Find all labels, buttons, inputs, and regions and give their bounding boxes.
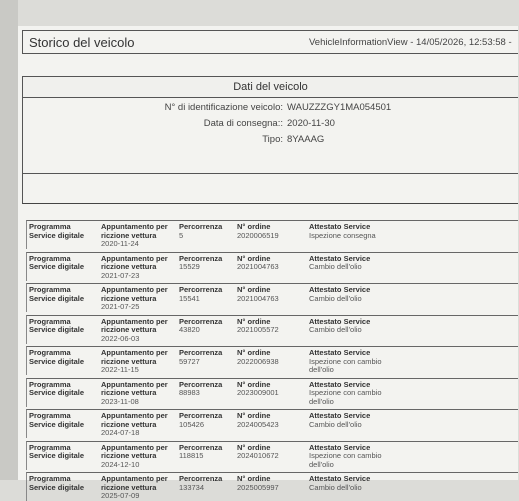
programma-label: Programma Service digitale xyxy=(29,222,85,240)
ordine-label: N° ordine xyxy=(237,253,271,263)
ordine-label: N° ordine xyxy=(237,442,271,452)
percorrenza-label: Percorrenza xyxy=(179,222,223,231)
service-record-row xyxy=(26,283,518,312)
appuntamento-cell xyxy=(101,444,177,470)
appuntamento-cell xyxy=(101,318,177,344)
attestato-value: Ispezione con cambio dell'olio xyxy=(309,388,382,406)
vin-value: WAUZZZGY1MA054501 xyxy=(287,102,392,113)
programma-cell xyxy=(29,286,99,303)
attestato-value: Cambio dell'olio xyxy=(309,325,362,334)
appuntamento-cell xyxy=(101,381,177,407)
percorrenza-value: 5 xyxy=(179,230,184,240)
attestato-cell xyxy=(309,223,399,240)
attestato-value: Cambio dell'olio xyxy=(309,482,362,492)
programma-cell xyxy=(29,318,99,335)
ordine-label: N° ordine xyxy=(237,474,271,483)
percorrenza-label: Percorrenza xyxy=(179,253,223,263)
attestato-value: Cambio dell'olio xyxy=(309,262,362,271)
percorrenza-value: 88983 xyxy=(179,388,200,397)
ordine-value: 2024010672 xyxy=(237,451,279,460)
percorrenza-value: 15529 xyxy=(179,262,200,271)
ordine-value: 2023009001 xyxy=(237,388,279,397)
percorrenza-label: Percorrenza xyxy=(179,411,223,420)
percorrenza-cell xyxy=(179,318,235,335)
appuntamento-label: Appuntamento per riczione vettura xyxy=(101,348,168,366)
percorrenza-label: Percorrenza xyxy=(179,348,223,357)
programma-cell xyxy=(29,444,99,461)
ordine-cell xyxy=(237,475,309,492)
appuntamento-value: 2021-07-25 xyxy=(101,302,140,311)
ordine-label: N° ordine xyxy=(237,222,271,231)
ordine-cell xyxy=(237,223,309,240)
programma-cell xyxy=(29,255,99,272)
ordine-value: 2021004763 xyxy=(237,293,279,303)
attestato-value: Cambio dell'olio xyxy=(309,419,362,429)
attestato-cell xyxy=(309,381,399,407)
ordine-cell xyxy=(237,412,309,429)
ordine-value: 2025005997 xyxy=(237,482,279,492)
attestato-label: Attestato Service xyxy=(309,442,371,452)
attestato-label: Attestato Service xyxy=(309,348,371,357)
appuntamento-value: 2022-11-15 xyxy=(101,365,139,374)
appuntamento-label: Appuntamento per riczione vettura xyxy=(101,474,168,492)
view-timestamp: VehicleInformationView - 14/05/2026, 12:53:58 - xyxy=(309,37,512,48)
ordine-label: N° ordine xyxy=(237,379,271,389)
ordine-cell xyxy=(237,381,309,398)
percorrenza-cell xyxy=(179,223,235,240)
percorrenza-value: 105426 xyxy=(179,419,205,429)
programma-label: Programma Service digitale xyxy=(29,253,85,271)
percorrenza-cell xyxy=(179,412,235,429)
percorrenza-value: 133734 xyxy=(179,482,205,492)
percorrenza-label: Percorrenza xyxy=(179,474,223,483)
attestato-cell xyxy=(309,349,399,375)
appuntamento-value: 2025-07-09 xyxy=(101,491,140,500)
attestato-cell xyxy=(309,286,399,303)
attestato-label: Attestato Service xyxy=(309,222,371,231)
attestato-label: Attestato Service xyxy=(309,379,371,389)
percorrenza-value: 59727 xyxy=(179,356,200,366)
percorrenza-label: Percorrenza xyxy=(179,379,223,389)
attestato-value: Ispezione con cambio dell'olio xyxy=(309,356,382,374)
blank-section xyxy=(22,174,518,204)
appuntamento-value: 2020-11-24 xyxy=(101,239,139,248)
attestato-value: Cambio dell'olio xyxy=(309,293,362,303)
appuntamento-cell xyxy=(101,412,177,438)
ordine-cell xyxy=(237,318,309,335)
attestato-cell xyxy=(309,444,399,470)
ordine-value: 2021005572 xyxy=(237,325,279,334)
attestato-cell xyxy=(309,475,399,492)
service-record-row xyxy=(26,472,518,501)
attestato-label: Attestato Service xyxy=(309,285,371,294)
type-value: 8YAAAG xyxy=(287,134,325,145)
appuntamento-value: 2024-07-18 xyxy=(101,428,140,437)
service-record-row xyxy=(26,378,518,407)
attestato-label: Attestato Service xyxy=(309,253,371,263)
service-record-row xyxy=(26,220,518,249)
attestato-cell xyxy=(309,412,399,429)
delivery-date-value: 2020-11-30 xyxy=(287,118,335,129)
ordine-label: N° ordine xyxy=(237,348,271,357)
appuntamento-cell xyxy=(101,255,177,281)
vin-label: N° di identificazione veicolo: xyxy=(164,102,283,113)
document-sheet xyxy=(18,26,518,500)
programma-cell xyxy=(29,223,99,240)
appuntamento-value: 2023-11-08 xyxy=(101,396,139,406)
percorrenza-cell xyxy=(179,475,235,492)
appuntamento-value: 2024-12-10 xyxy=(101,459,140,469)
percorrenza-label: Percorrenza xyxy=(179,285,223,294)
programma-label: Programma Service digitale xyxy=(29,442,85,460)
appuntamento-cell xyxy=(101,286,177,312)
appuntamento-cell xyxy=(101,475,177,501)
appuntamento-label: Appuntamento per riczione vettura xyxy=(101,442,168,460)
appuntamento-label: Appuntamento per riczione vettura xyxy=(101,316,168,334)
percorrenza-label: Percorrenza xyxy=(179,316,223,326)
programma-label: Programma Service digitale xyxy=(29,348,85,366)
type-label: Tipo: xyxy=(262,134,283,145)
programma-cell xyxy=(29,475,99,492)
vehicle-data-title: Dati del veicolo xyxy=(233,81,308,93)
programma-label: Programma Service digitale xyxy=(29,285,85,303)
attestato-label: Attestato Service xyxy=(309,316,371,326)
vehicle-data-header xyxy=(22,76,518,98)
programma-cell xyxy=(29,412,99,429)
programma-label: Programma Service digitale xyxy=(29,316,85,334)
attestato-label: Attestato Service xyxy=(309,474,371,483)
ordine-cell xyxy=(237,444,309,461)
appuntamento-label: Appuntamento per riczione vettura xyxy=(101,411,168,429)
ordine-value: 2022006938 xyxy=(237,356,279,366)
ordine-cell xyxy=(237,286,309,303)
percorrenza-label: Percorrenza xyxy=(179,442,223,452)
appuntamento-label: Appuntamento per riczione vettura xyxy=(101,222,168,240)
percorrenza-cell xyxy=(179,444,235,461)
ordine-cell xyxy=(237,349,309,366)
percorrenza-value: 43820 xyxy=(179,325,200,334)
appuntamento-cell xyxy=(101,349,177,375)
vehicle-info-box xyxy=(22,98,518,174)
page-edge-shadow xyxy=(0,0,18,480)
programma-cell xyxy=(29,381,99,398)
ordine-value: 2020006519 xyxy=(237,230,279,240)
service-record-row xyxy=(26,346,518,375)
percorrenza-cell xyxy=(179,255,235,272)
ordine-value: 2024005423 xyxy=(237,419,279,429)
appuntamento-value: 2021-07-23 xyxy=(101,270,140,280)
attestato-label: Attestato Service xyxy=(309,411,371,420)
attestato-value: Ispezione consegna xyxy=(309,230,376,240)
appuntamento-label: Appuntamento per riczione vettura xyxy=(101,285,168,303)
percorrenza-cell xyxy=(179,381,235,398)
ordine-value: 2021004763 xyxy=(237,262,279,271)
attestato-cell xyxy=(309,255,399,272)
page-header xyxy=(22,30,518,54)
percorrenza-value: 15541 xyxy=(179,293,200,303)
service-record-row xyxy=(26,252,518,281)
page-title: Storico del veicolo xyxy=(29,35,135,50)
ordine-label: N° ordine xyxy=(237,285,271,294)
service-record-row xyxy=(26,409,518,438)
delivery-date-label: Data di consegna:: xyxy=(203,118,283,129)
ordine-cell xyxy=(237,255,309,272)
attestato-cell xyxy=(309,318,399,335)
programma-label: Programma Service digitale xyxy=(29,474,85,492)
service-record-row xyxy=(26,315,518,344)
ordine-label: N° ordine xyxy=(237,411,271,420)
attestato-value: Ispezione con cambio dell'olio xyxy=(309,451,382,469)
percorrenza-cell xyxy=(179,286,235,303)
appuntamento-label: Appuntamento per riczione vettura xyxy=(101,253,168,271)
programma-label: Programma Service digitale xyxy=(29,379,85,397)
programma-label: Programma Service digitale xyxy=(29,411,85,429)
programma-cell xyxy=(29,349,99,366)
percorrenza-value: 118815 xyxy=(179,451,204,460)
percorrenza-cell xyxy=(179,349,235,366)
appuntamento-value: 2022-06-03 xyxy=(101,333,140,343)
service-record-row xyxy=(26,441,518,470)
appuntamento-label: Appuntamento per riczione vettura xyxy=(101,379,168,397)
appuntamento-cell xyxy=(101,223,177,249)
ordine-label: N° ordine xyxy=(237,316,271,326)
